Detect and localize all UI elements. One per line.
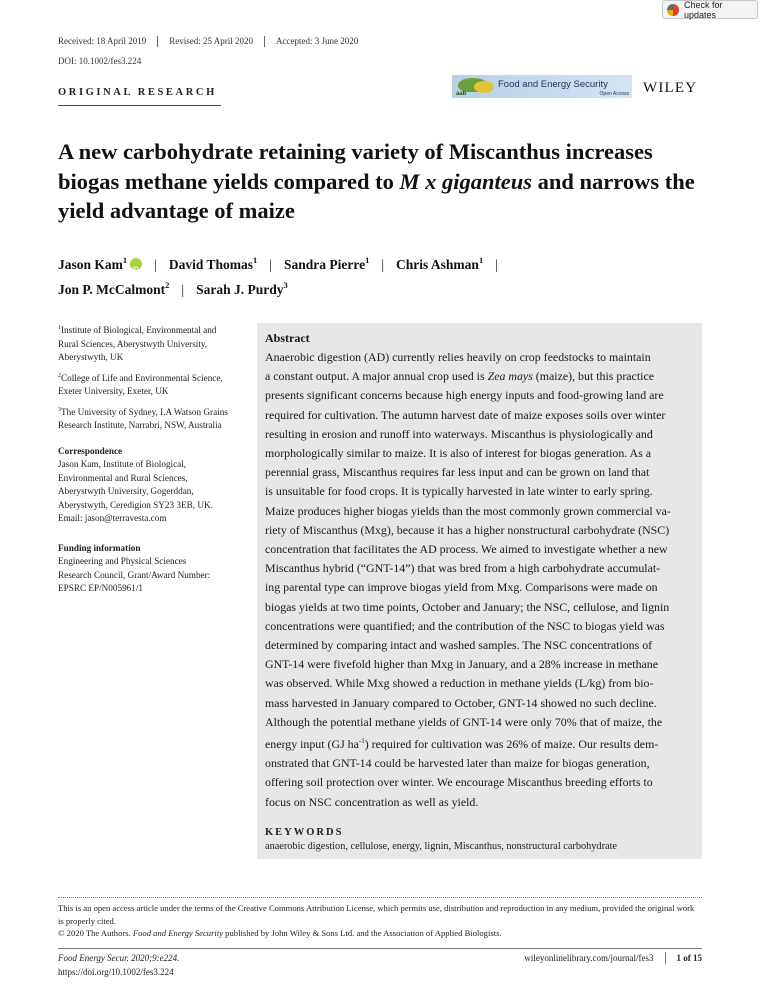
author-separator: |	[154, 257, 157, 272]
abstract-box	[257, 323, 702, 859]
abstract-line: resulting in erosion and runoff into waterways. Miscanthus is physiologically and	[265, 426, 653, 441]
correspondence-line: Environmental and Rural Sciences,	[58, 472, 188, 483]
footer-rule	[58, 948, 702, 949]
author-separator: |	[495, 257, 498, 272]
journal-banner	[452, 75, 632, 98]
abstract-line: presents significant concerns because high energy inputs and food-growing land are	[265, 388, 664, 403]
abstract-line: Although the potential methane yields of GNT-14 were only 70% that of maize, the	[265, 714, 663, 729]
abstract-line: Maize produces higher biogas yields than the most commonly grown commercial va-	[265, 503, 671, 518]
abstract-line: biogas yields at two time points, October and January; the NSC, cellulose, and lignin	[265, 599, 670, 614]
revised-date: Revised: 25 April 2020	[158, 36, 265, 47]
correspondence-line: Aberystwyth, Ceredigion SY23 3EB, UK.	[58, 499, 213, 510]
page-number: 1 of 15	[676, 953, 702, 963]
article-title	[58, 137, 708, 226]
society-logo-icon	[452, 75, 498, 98]
affiliation: $^2$College of Life and Environmental Science, Exeter University, Exeter, UK	[58, 372, 223, 396]
abstract-line: offering soil protection over winter. We encourage Miscanthus breeding efforts to	[265, 775, 653, 790]
abstract-line: a constant output. A major annual crop used is Zea mays (maize), but this practice	[265, 369, 654, 384]
correspondence-line: Aberystwyth University, Gogerddan,	[58, 486, 194, 496]
abstract-line: Miscanthus hybrid (“GNT-14”) that was bred from a high carbohydrate accumulat-	[265, 561, 661, 576]
title-part1: A new carbohydrate retaining variety of Miscanthus increases biogas methane yields compared to	[58, 139, 653, 194]
abstract-line: onstrated that GNT-14 could be harvested later than maize for biogas generation,	[265, 756, 650, 771]
author[interactable]: David Thomas$^1$	[168, 255, 258, 272]
open-access-label: Open Access	[599, 91, 629, 97]
abstract-line: GNT-14 were fivefold higher than Mxg in January, and a 28% increase in methane	[265, 657, 659, 672]
crossmark-icon	[667, 4, 679, 16]
abstract-body	[265, 348, 694, 812]
abstract-line: ing parental type can improve biogas yield from Mxg. Comparisons were made on	[265, 580, 658, 595]
author-list	[58, 250, 718, 300]
funding-line: EPSRC EP/N005961/1	[58, 583, 144, 593]
correspondence-line: Jason Kam, Institute of Biological,	[58, 459, 187, 469]
correspondence-heading: Correspondence	[58, 445, 123, 456]
doi-link[interactable]: https://doi.org/10.1002/fes3.224	[58, 966, 174, 977]
author[interactable]: Sandra Pierre$^1$	[283, 255, 370, 272]
publisher-logo: WILEY	[643, 80, 698, 96]
abstract-line: was observed. While Mxg showed a reduction in methane yields (L/kg) from bio-	[265, 676, 654, 691]
funding-heading: Funding information	[58, 542, 141, 553]
journal-banner-name: Food and Energy Security	[498, 79, 608, 90]
license-notice: This is an open access article under the terms of the Creative Commons Attribution License, which permits use, distribution and reproduction in any medium, provided the original work is properly cited.	[58, 903, 695, 926]
author[interactable]: Sarah J. Purdy$^3$	[196, 280, 288, 297]
society-mark: aab	[456, 91, 467, 97]
abstract-line: energy input (GJ $ha^{-1}$) required for cultivation was 26% of maize. Our results dem-	[265, 737, 659, 752]
orcid-icon[interactable]	[130, 258, 142, 270]
abstract-line: riety of Miscanthus (Mxg), because it has a higher nonstructural carbohydrate (NSC)	[265, 522, 670, 537]
funding-line: Engineering and Physical Sciences	[58, 556, 187, 566]
abstract-line: is unsuitable for food crops. It is typically harvested in late winter to early spring.	[265, 484, 653, 499]
title-italic: M x giganteus	[399, 168, 532, 194]
check-for-updates-label: Check for updates	[684, 0, 723, 20]
abstract-line: concentrations were quantified; and the contribution of the NSC to biogas yield was	[265, 618, 665, 633]
section-label: ORIGINAL RESEARCH	[58, 87, 217, 98]
doi[interactable]: DOI: 10.1002/fes3.224	[58, 56, 142, 66]
sidebar	[58, 322, 238, 596]
keywords-text: anaerobic digestion, cellulose, energy, lignin, Miscanthus, nonstructural carbohydrate	[265, 840, 617, 852]
abstract-line: required for cultivation. The autumn harvest date of maize exposes soils over winter	[265, 407, 666, 422]
abstract-line: concentration that facilitates the AD process. We aimed to investigate whether a new	[265, 542, 668, 557]
accepted-date: Accepted: 3 June 2020	[275, 36, 359, 46]
received-date: Received: 18 April 2019	[58, 36, 158, 47]
abstract-line: morphologically similar to maize. It is also of interest for biogas generation. As a	[265, 446, 652, 461]
citation: Food Energy Secur. 2020;9:e224.	[58, 953, 180, 963]
check-for-updates-button[interactable]	[662, 0, 758, 19]
abstract-line: focus on NSC concentration as well as yield.	[265, 794, 479, 809]
keywords-heading: KEYWORDS	[265, 826, 344, 838]
copyright-notice: © 2020 The Authors. Food and Energy Security published by John Wiley & Sons Ltd. and the Association of Applied Biologists.	[58, 928, 502, 938]
affiliation: $^1$Institute of Biological, Environmental and Rural Sciences, Aberystwyth University, Aberystwyth, UK	[58, 325, 217, 362]
author[interactable]: Jason Kam$^1$	[58, 255, 128, 272]
affiliation: $^3$The University of Sydney, I.A Watson Grains Research Institute, Narrabri, NSW, Australia	[58, 406, 228, 430]
title-part2: and narrows the yield advantage of maize	[58, 168, 695, 223]
abstract-line: determined by comparing intact and washed samples. The NSC concentrations of	[265, 638, 653, 653]
author[interactable]: Chris Ashman$^1$	[396, 255, 484, 272]
section-rule	[58, 105, 221, 106]
author[interactable]: Jon P. McCalmont$^2$	[58, 280, 170, 297]
footer-page-info	[524, 952, 702, 964]
footer-citation-block	[58, 952, 179, 979]
author-separator: |	[381, 257, 385, 272]
abstract-line: perennial grass, Miscanthus requires far less input and can be grown on land that	[265, 465, 650, 480]
correspondence-email[interactable]: Email: jason@terravesta.com	[58, 513, 167, 523]
footer-dotted-rule	[58, 897, 702, 898]
funding-line: Research Council, Grant/Award Number:	[58, 569, 211, 580]
abstract-line: Anaerobic digestion (AD) currently relies heavily on crop feedstocks to maintain	[265, 350, 651, 364]
article-dates	[58, 36, 369, 47]
abstract-line: mass harvested in January compared to October, GNT-14 showed no such decline.	[265, 695, 657, 710]
journal-url-link[interactable]: wileyonlinelibrary.com/journal/fes3	[524, 952, 665, 964]
author-separator: |	[269, 257, 272, 272]
author-separator: |	[181, 282, 185, 297]
abstract-heading: Abstract	[265, 331, 310, 345]
